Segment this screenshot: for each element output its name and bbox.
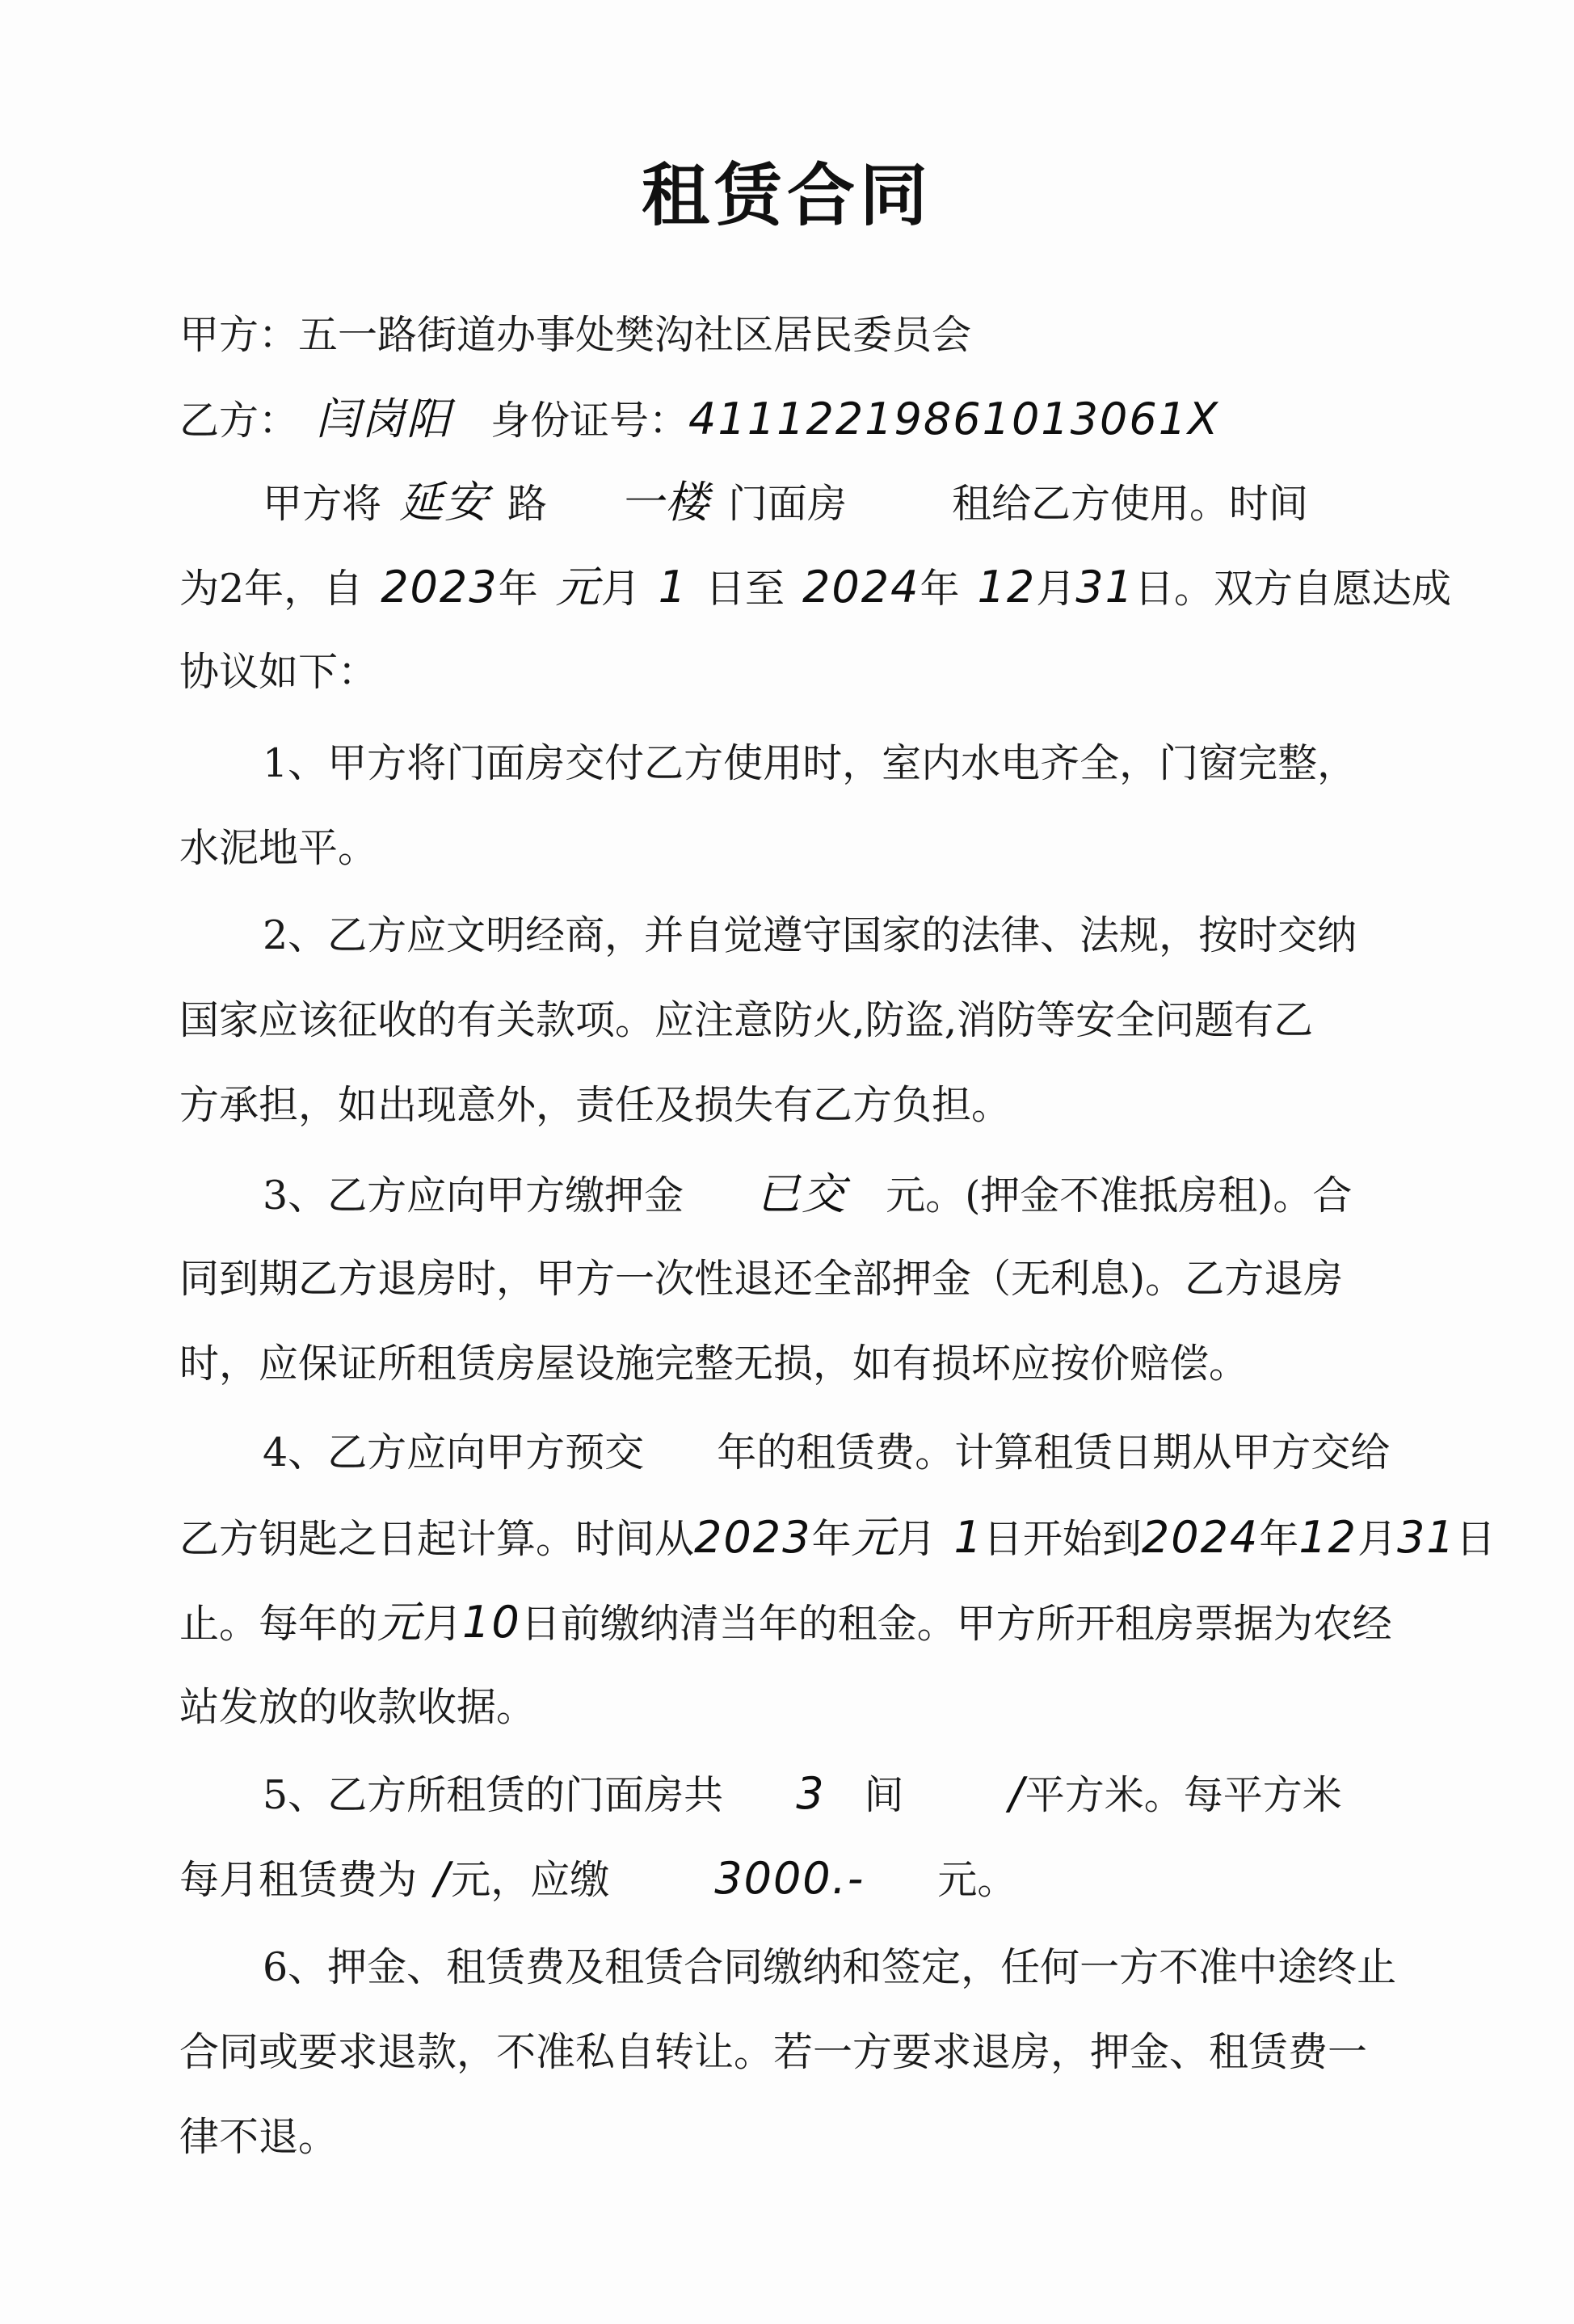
intro-text: 门面房 [728,481,848,527]
rooms-count-handwritten: 3 [796,1768,826,1819]
clause-text: 年的租赁费。计算租赁日期从甲方交给 [717,1429,1391,1476]
clause-2-line-1: 2、乙方应文明经商，并自觉遵守国家的法律、法规，按时交纳 [263,912,1357,958]
clause-5-line-1 [263,1770,1424,1820]
clause-6-line-3: 律不退。 [179,2114,339,2160]
clause-text: 日开始到 [983,1516,1142,1562]
intro-text: 路 [507,481,548,527]
party-b-name-handwritten: 闫岗阳 [316,394,452,444]
id-number-handwritten: 41112219861013061X [688,394,1220,444]
clause-text: 止。每年的 [179,1601,378,1647]
clause-text: 元。(押金不准抵房租)。合 [886,1173,1353,1219]
id-label: 身份证号： [490,398,689,444]
clause-text: 每月租赁费为 [179,1857,418,1903]
clause-text: 间 [864,1772,904,1818]
total-rent-handwritten: 3000.- [714,1853,865,1904]
start-day-handwritten: 1 [658,562,688,613]
clause-text: 4、乙方应向甲方预交 [263,1429,645,1476]
party-a-name: 五一路街道办事处樊沟社区居民委员会 [298,312,972,358]
area-handwritten: / [1008,1768,1025,1819]
end-year-handwritten: 2024 [802,562,920,613]
unit-price-handwritten: / [435,1853,452,1904]
clause-text: 平方米。每平方米 [1025,1772,1342,1818]
rent-start-day-handwritten: 1 [953,1512,983,1563]
intro-text: 甲方将 [263,481,382,527]
clause-text: 月 [896,1516,936,1562]
rent-end-month-handwritten: 12 [1298,1512,1358,1563]
clause-6-line-1: 6、押金、租赁费及租赁合同缴纳和签定，任何一方不准中途终止 [263,1944,1397,1990]
clause-4-line-2 [179,1512,1496,1564]
clause-text: 日前缴纳清当年的租金。甲方所开租房票据为农经 [520,1601,1392,1647]
clause-text: 3、乙方应向甲方缴押金 [263,1173,684,1219]
premises-floor-handwritten: 一楼 [620,477,711,528]
clause-text: 乙方钥匙之日起计算。时间从 [179,1516,695,1562]
clause-3-line-1 [263,1170,1424,1220]
rent-end-day-handwritten: 31 [1397,1512,1456,1563]
clause-6-line-2: 合同或要求退款，不准私自转让。若一方要求退房，押金、租赁费一 [179,2029,1368,2075]
party-b-label: 乙方： [179,398,299,444]
premises-road-handwritten: 延安 [399,477,490,528]
clause-5-line-2 [179,1855,1424,1905]
intro-text: 为2年，自 [179,566,364,612]
clause-1-line-2: 水泥地平。 [179,825,378,871]
clause-3-line-3: 时，应保证所租赁房屋设施完整无损，如有损坏应按价赔偿。 [179,1341,1249,1387]
start-month-handwritten: 元 [555,562,601,613]
clause-2-line-2: 国家应该征收的有关款项。应注意防火,防盗,消防等安全问题有乙 [179,997,1314,1043]
intro-text: 日。双方自愿达成 [1134,566,1451,612]
party-a-line [179,311,1424,360]
rent-start-year-handwritten: 2023 [694,1512,812,1563]
intro-line-1 [263,478,1424,528]
pay-day-handwritten: 10 [462,1597,521,1648]
clause-text: 年 [811,1516,852,1562]
intro-text: 月 [1036,566,1076,612]
clause-2-line-3: 方承担，如出现意外，责任及损失有乙方负担。 [179,1082,1012,1128]
clause-text: 5、乙方所租赁的门面房共 [263,1772,724,1818]
clause-4-line-3 [179,1598,1424,1648]
clause-text: 月 [1357,1516,1398,1562]
clause-1-line-1: 1、甲方将门面房交付乙方使用时，室内水电齐全，门窗完整， [263,740,1357,786]
clause-text: 日 [1455,1516,1496,1562]
clause-3-line-2: 同到期乙方退房时，甲方一次性退还全部押金（无利息)。乙方退房 [179,1256,1344,1302]
intro-text: 月 [600,566,641,612]
party-b-line [179,395,1424,445]
clause-text: 年 [1259,1516,1299,1562]
intro-text: 年 [498,566,538,612]
intro-text: 日至 [705,566,785,612]
party-a-label: 甲方： [179,312,299,358]
intro-text: 租给乙方使用。时间 [952,481,1309,527]
clause-text: 月 [423,1601,463,1647]
intro-line-2 [179,562,1451,613]
intro-text: 年 [920,566,960,612]
clause-text: 元，应缴 [451,1857,610,1903]
start-year-handwritten: 2023 [381,562,499,613]
rent-end-year-handwritten: 2024 [1141,1512,1260,1563]
end-month-handwritten: 12 [977,562,1037,613]
clause-4-line-4: 站发放的收款收据。 [179,1684,537,1730]
intro-line-3: 协议如下： [179,649,378,695]
clause-text: 元。 [937,1857,1017,1903]
document-title: 租赁合同 [641,156,932,235]
end-day-handwritten: 31 [1075,562,1134,613]
deposit-handwritten: 已交 [756,1168,848,1219]
pay-month-handwritten: 元 [377,1597,423,1648]
clause-4-line-1 [263,1429,1424,1477]
rent-start-month-handwritten: 元 [851,1512,897,1563]
